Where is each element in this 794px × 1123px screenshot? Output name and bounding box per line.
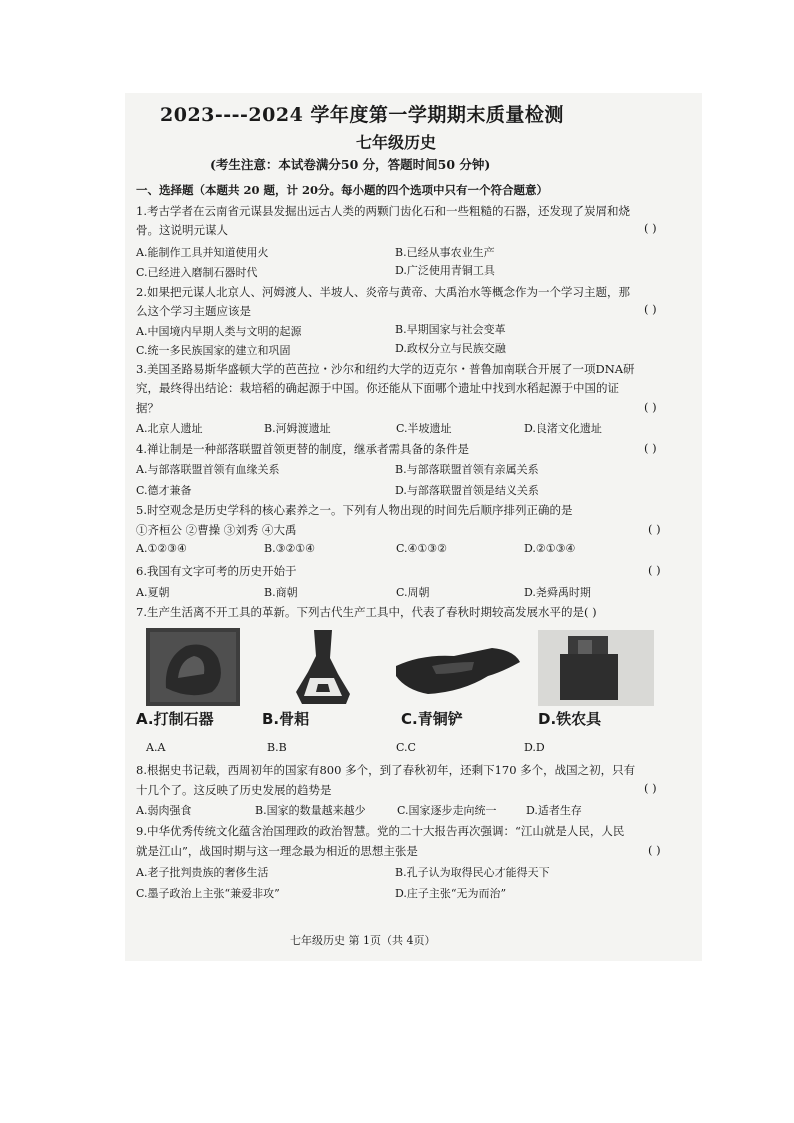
q6-option-c: C.周朝 [396, 586, 430, 599]
q5-line1: 5.时空观念是历史学科的核心素养之一。下列有人物出现的时间先后顺序排列正确的是 [136, 503, 573, 517]
q7-option-d: D.D [524, 741, 545, 754]
q7-line1: 7.生产生活离不开工具的革新。下列古代生产工具中，代表了春秋时期较高发展水平的是( ) [136, 605, 597, 619]
q7-caption-a: A.打制石器 [136, 710, 214, 728]
q8-answer-blank: ( ) [644, 781, 657, 795]
q3-option-a: A.北京人遗址 [136, 422, 203, 435]
q7-option-c: C.C [396, 741, 416, 754]
q1-option-d: D.广泛使用青铜工具 [395, 264, 495, 277]
q1-line1: 1.考古学者在云南省元谋县发掘出远古人类的两颗门齿化石和一些粗糙的石器，还发现了炭屑和烧 [136, 204, 630, 218]
q7-caption-b: B.骨耜 [262, 710, 310, 728]
q8-option-d: D.适者生存 [526, 804, 582, 817]
q4-option-d: D.与部落联盟首领是结义关系 [395, 484, 539, 497]
stone-tool-image [146, 628, 240, 706]
q5-line2: ①齐桓公 ②曹操 ③刘秀 ④大禹 [136, 523, 297, 537]
q9-option-c: C.墨子政治上主张“兼爱非攻” [136, 887, 280, 900]
section-heading: 一、选择题（本题共 20 题，计 20分。每小题的四个选项中只有一个符合题意） [136, 183, 549, 197]
q3-option-c: C.半坡遗址 [396, 422, 452, 435]
q4-option-a: A.与部落联盟首领有血缘关系 [136, 463, 280, 476]
q3-option-b: B.河姆渡遗址 [264, 422, 331, 435]
q3-answer-blank: ( ) [644, 400, 657, 414]
q2-option-c: C.统一多民族国家的建立和巩固 [136, 344, 291, 357]
q8-line1: 8.根据史书记载，西周初年的国家有800 多个，到了春秋初年，还剩下170 多个，战国之初，只有 [136, 763, 636, 777]
q9-line2: 就是江山”，战国时期与这一理念最为相近的思想主张是 [136, 844, 418, 858]
q5-option-d: D.②①③④ [524, 542, 576, 555]
q7-caption-c: C.青铜铲 [401, 710, 463, 728]
q1-answer-blank: ( ) [644, 221, 657, 235]
q4-line1: 4.禅让制是一种部落联盟首领更替的制度，继承者需具备的条件是 [136, 442, 469, 456]
q9-option-b: B.孔子认为取得民心才能得天下 [395, 866, 550, 879]
q2-line1: 2.如果把元谋人北京人、河姆渡人、半坡人、炎帝与黄帝、大禹治水等概念作为一个学习主题，那 [136, 285, 630, 299]
q1-option-a: A.能制作工具并知道使用火 [136, 246, 269, 259]
page-footer: 七年级历史 第 1页（共 4页） [290, 934, 436, 947]
q7-caption-d: D.铁农具 [538, 710, 602, 728]
exam-title: 2023----2024 学年度第一学期期末质量检测 [160, 104, 564, 126]
q6-option-d: D.尧舜禹时期 [524, 586, 591, 599]
q5-option-a: A.①②③④ [136, 542, 187, 555]
q6-option-a: A.夏朝 [136, 586, 170, 599]
q6-line1: 6.我国有文字可考的历史开始于 [136, 564, 297, 578]
q5-option-c: C.④①③② [396, 542, 447, 555]
q5-option-b: B.③②①④ [264, 542, 316, 555]
q7-option-b: B.B [267, 741, 287, 754]
q8-option-a: A.弱肉强食 [136, 804, 192, 817]
q4-option-c: C.德才兼备 [136, 484, 192, 497]
q2-line2: 么这个学习主题应该是 [136, 304, 251, 318]
q2-option-b: B.早期国家与社会变革 [395, 323, 506, 336]
exam-subject: 七年级历史 [356, 133, 437, 152]
q9-option-a: A.老子批判贵族的奢侈生活 [136, 866, 269, 879]
q1-line2: 骨。这说明元谋人 [136, 223, 228, 237]
q2-answer-blank: ( ) [644, 302, 657, 316]
bone-spade-image [288, 628, 360, 708]
q1-option-c: C.已经进入磨制石器时代 [136, 266, 258, 279]
q2-option-d: D.政权分立与民族交融 [395, 342, 506, 355]
q5-answer-blank: ( ) [648, 522, 661, 536]
q2-option-a: A.中国境内早期人类与文明的起源 [136, 325, 302, 338]
q1-option-b: B.已经从事农业生产 [395, 246, 495, 259]
q8-option-c: C.国家逐步走向统一 [397, 804, 497, 817]
q9-line1: 9.中华优秀传统文化蕴含治国理政的政治智慧。党的二十大报告再次强调：“江山就是人民，人民 [136, 824, 625, 838]
q9-option-d: D.庄子主张“无为而治” [395, 887, 507, 900]
exam-notice: (考生注意：本试卷满分50 分，答题时间50 分钟) [210, 157, 491, 172]
q4-answer-blank: ( ) [644, 441, 657, 455]
q9-answer-blank: ( ) [648, 843, 661, 857]
q6-answer-blank: ( ) [648, 563, 661, 577]
q8-line2: 十几个了。这反映了历史发展的趋势是 [136, 783, 332, 797]
iron-tool-image [538, 630, 654, 706]
q8-option-b: B.国家的数量越来越少 [255, 804, 366, 817]
q7-option-a: A.A [146, 741, 166, 754]
q3-line1: 3.美国圣路易斯华盛顿大学的芭芭拉・沙尔和纽约大学的迈克尔・普鲁加南联合开展了一项DNA研 [136, 362, 635, 376]
q6-option-b: B.商朝 [264, 586, 298, 599]
q4-option-b: B.与部落联盟首领有亲属关系 [395, 463, 539, 476]
q3-line3: 据？ [136, 401, 159, 415]
q3-line2: 究，最终得出结论：栽培稻的确起源于中国。你还能从下面哪个遗址中找到水稻起源于中国的证 [136, 381, 619, 395]
q3-option-d: D.良渚文化遗址 [524, 422, 602, 435]
bronze-shovel-image [392, 640, 524, 702]
